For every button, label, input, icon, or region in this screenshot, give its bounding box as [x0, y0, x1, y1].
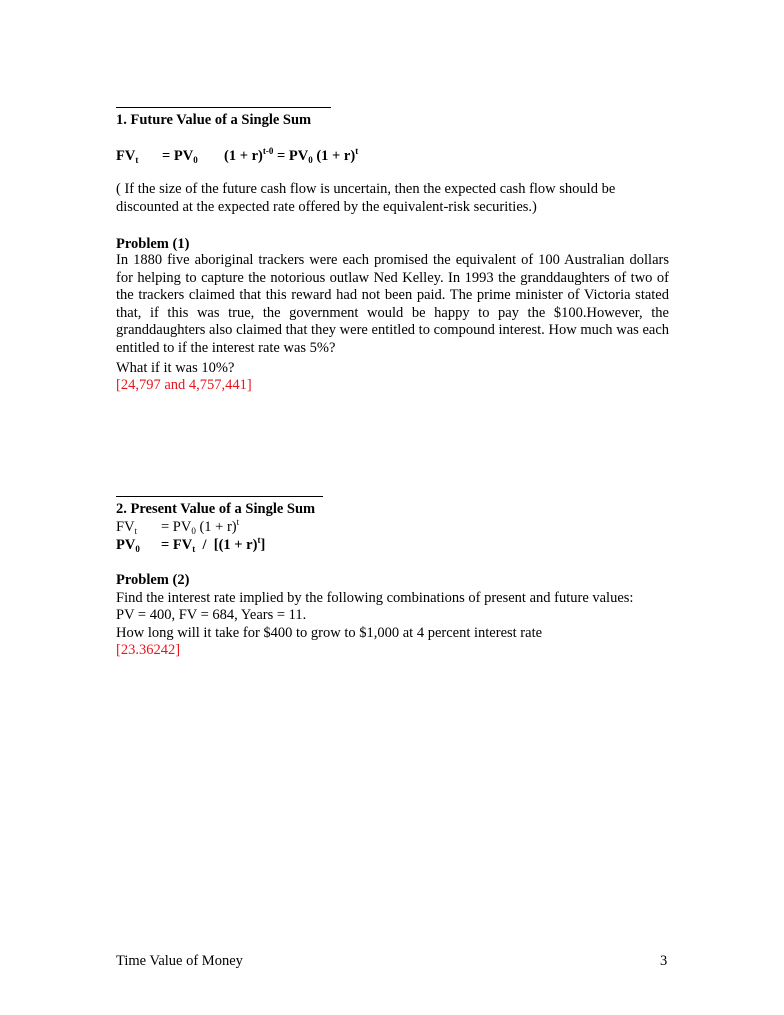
- section-1-formula: $FV_t = PV_0$ $(1 + r)^{t-0} = PV_0$ $(1 + r)^t$: [116, 146, 359, 165]
- problem-1-title: Problem (1): [116, 236, 190, 252]
- footer-title: Time Value of Money: [116, 953, 243, 969]
- section-1-note: ( If the size of the future cash flow is uncertain, then the expected cash flow should be discounted at the expected rate offered by the equivalent-risk securities.): [116, 181, 616, 215]
- problem-1-text: In 1880 five aboriginal trackers were each promised the equivalent of 100 Australian dollars for helping to capture the notorious outlaw Ned Kelley. In 1993 the granddaughters of two of the trackers claimed that this reward had not been paid. The prime minister of Victoria stated that, if this was true, the government would be happy to pay the $100.However, the granddaughters also claimed that they were entitled to compound interest. How much was each entitled to if the interest rate was 5%?: [116, 252, 669, 356]
- problem-1-followup: What if it was 10%?: [116, 360, 235, 376]
- section-2-formula-fv: $FV_t = PV_0$ $(1 + r)^t$: [116, 517, 240, 536]
- section-1-rule: [116, 107, 331, 108]
- section-2-formula-pv: $PV_0 = FV_t / [(1 + r)^t]$: [116, 535, 266, 554]
- page-number: 3: [660, 953, 668, 969]
- section-1-heading: 1. Future Value of a Single Sum: [116, 112, 312, 128]
- section-2-heading: 2. Present Value of a Single Sum: [116, 501, 316, 517]
- problem-2-title: Problem (2): [116, 572, 190, 588]
- problem-2-line-2: PV = 400, FV = 684, Years = 11.: [116, 607, 307, 623]
- section-2-rule: [116, 496, 323, 497]
- problem-1-answer: [24,797 and 4,757,441]: [116, 377, 252, 393]
- problem-2-line-3: How long will it take for $400 to grow to $1,000 at 4 percent interest rate: [116, 625, 543, 641]
- problem-2-line-1: Find the interest rate implied by the following combinations of present and future values:: [116, 590, 634, 606]
- problem-2-answer: [23.36242]: [116, 642, 181, 658]
